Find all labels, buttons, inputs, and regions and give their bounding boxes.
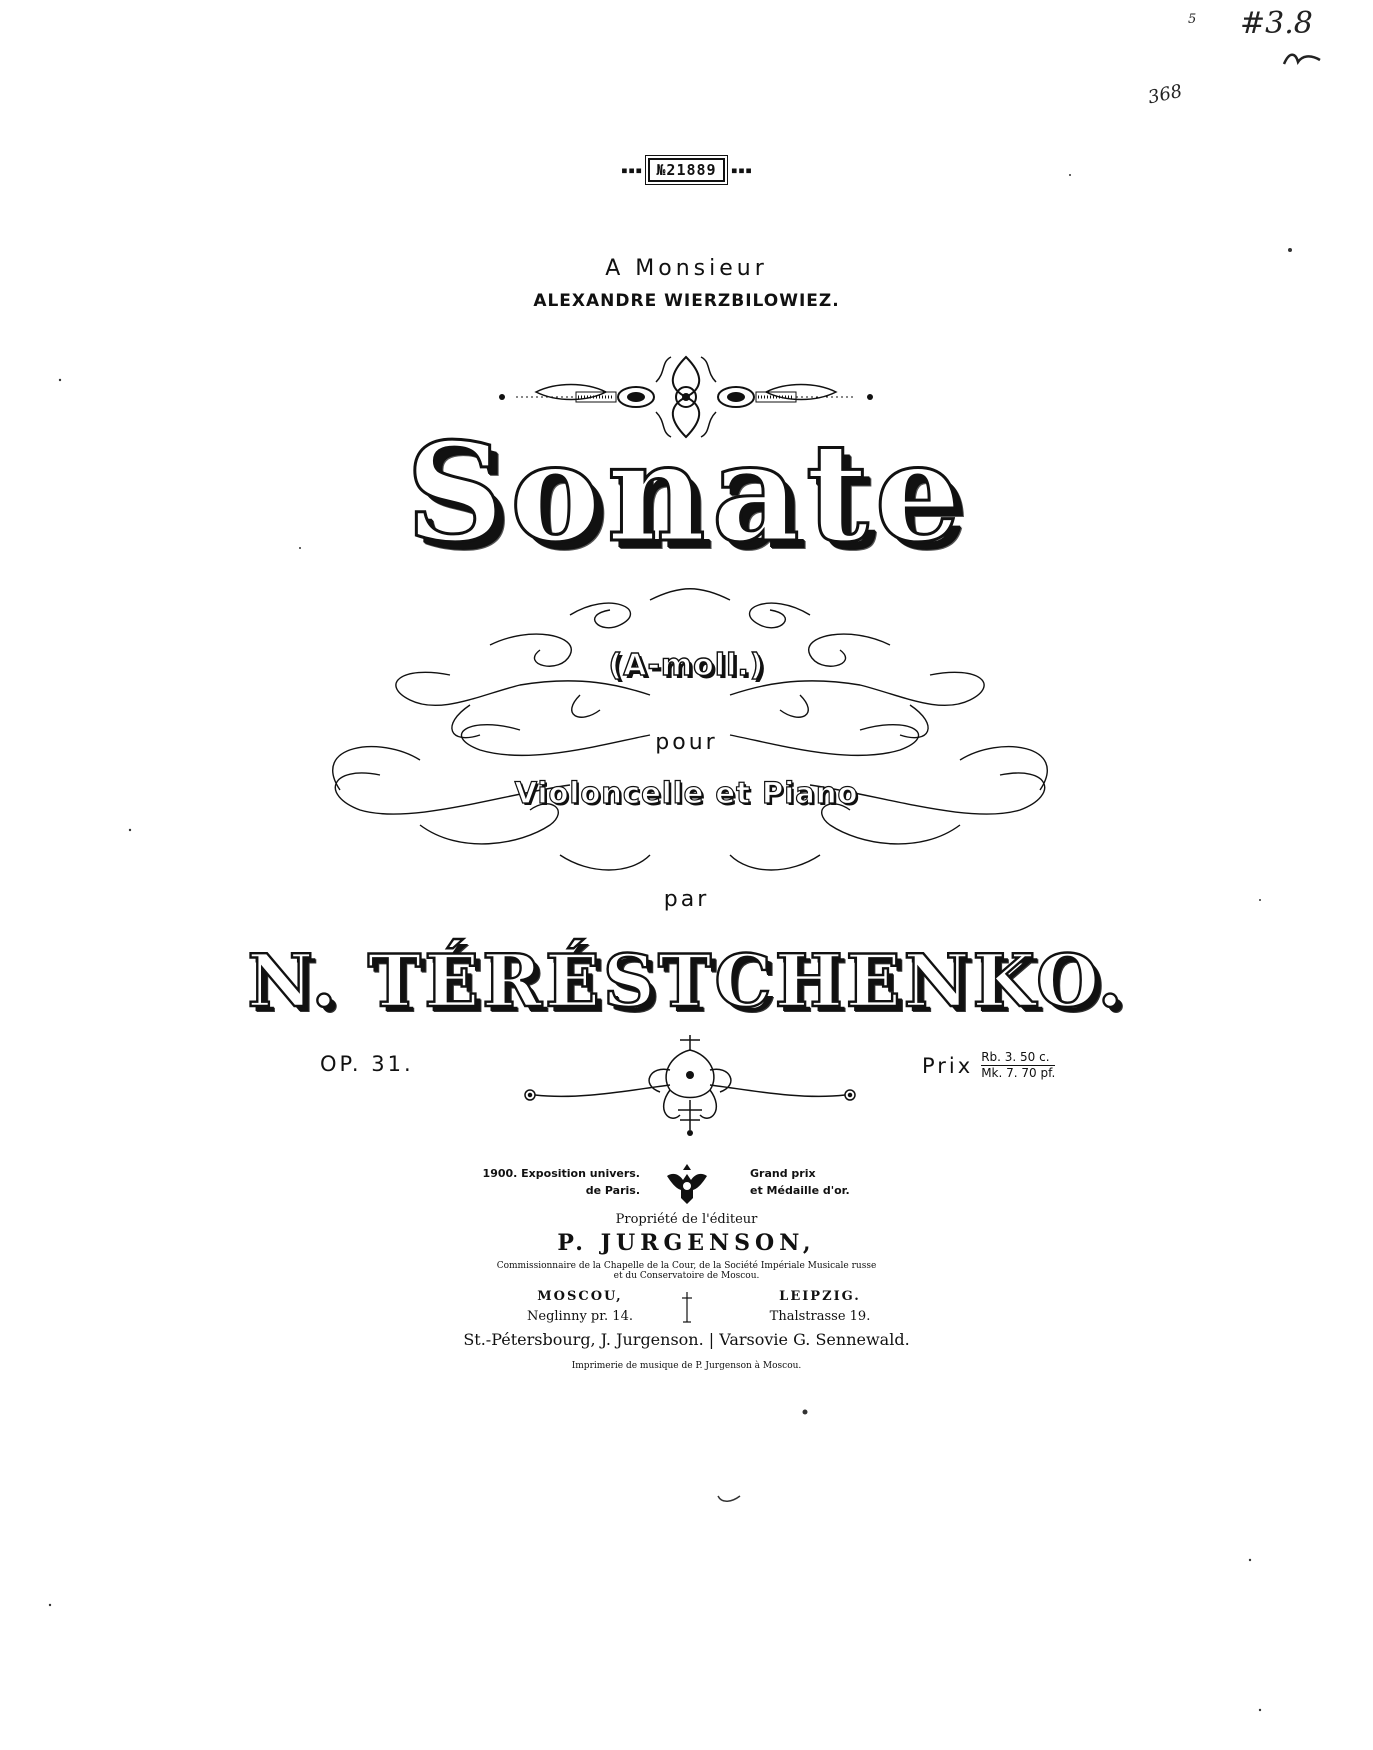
award-right-line2: et Médaille d'or. — [750, 1184, 850, 1197]
work-title: Sonate — [405, 413, 968, 573]
city-moscow: MOSCOU, — [537, 1289, 623, 1304]
address-leipzig: Thalstrasse 19. — [769, 1309, 871, 1324]
catalog-number-label: №21889 — [648, 158, 724, 182]
award-left-line1: 1900. Exposition univers. — [482, 1167, 640, 1180]
dedication-name: ALEXANDRE WIERZBILOWIEZ. — [533, 291, 840, 311]
handwritten-pencil-number: 368 — [1146, 80, 1185, 109]
commission-line1: Commissionnaire de la Chapelle de la Cour, de la Société Impériale Musicale russe — [496, 1261, 877, 1271]
handwritten-shelfmark: #3.8 — [1240, 6, 1313, 41]
printer-imprint: Imprimerie de musique de P. Jurgenson à Moscou. — [571, 1361, 802, 1371]
instrumentation: Violoncelle et Piano — [514, 776, 859, 810]
city-leipzig: LEIPZIG. — [779, 1289, 861, 1304]
price-label: Prix — [922, 1053, 974, 1078]
publisher-ownership: Propriété de l'éditeur — [615, 1212, 758, 1227]
catalog-ornament-left: ▪▪▪ — [620, 163, 643, 177]
price-marks: Mk. 7. 70 pf. — [981, 1066, 1056, 1080]
publisher-branches: St.-Pétersbourg, J. Jurgenson. | Varsovie G. Sennewald. — [463, 1330, 910, 1349]
par-label: par — [663, 887, 710, 912]
commission-line2: et du Conservatoire de Moscou. — [613, 1271, 760, 1281]
address-moscow: Neglinny pr. 14. — [527, 1309, 633, 1324]
opus-number: OP. 31. — [320, 1052, 414, 1076]
catalog-ornament-right: ▪▪▪ — [730, 163, 753, 177]
dedication-salutation: A Monsieur — [605, 256, 768, 281]
handwritten-small-mark: 5 — [1188, 12, 1197, 27]
award-right-line1: Grand prix — [750, 1167, 816, 1180]
pour-label: pour — [655, 730, 718, 755]
publisher-name: P. JURGENSON, — [557, 1230, 816, 1256]
award-left-line2: de Paris. — [585, 1184, 640, 1197]
price-rubles: Rb. 3. 50 c. — [981, 1050, 1055, 1066]
key-signature: (A-moll.) — [608, 648, 765, 683]
composer-name: N. TÉRÉSTCHENKO. — [247, 938, 1126, 1023]
